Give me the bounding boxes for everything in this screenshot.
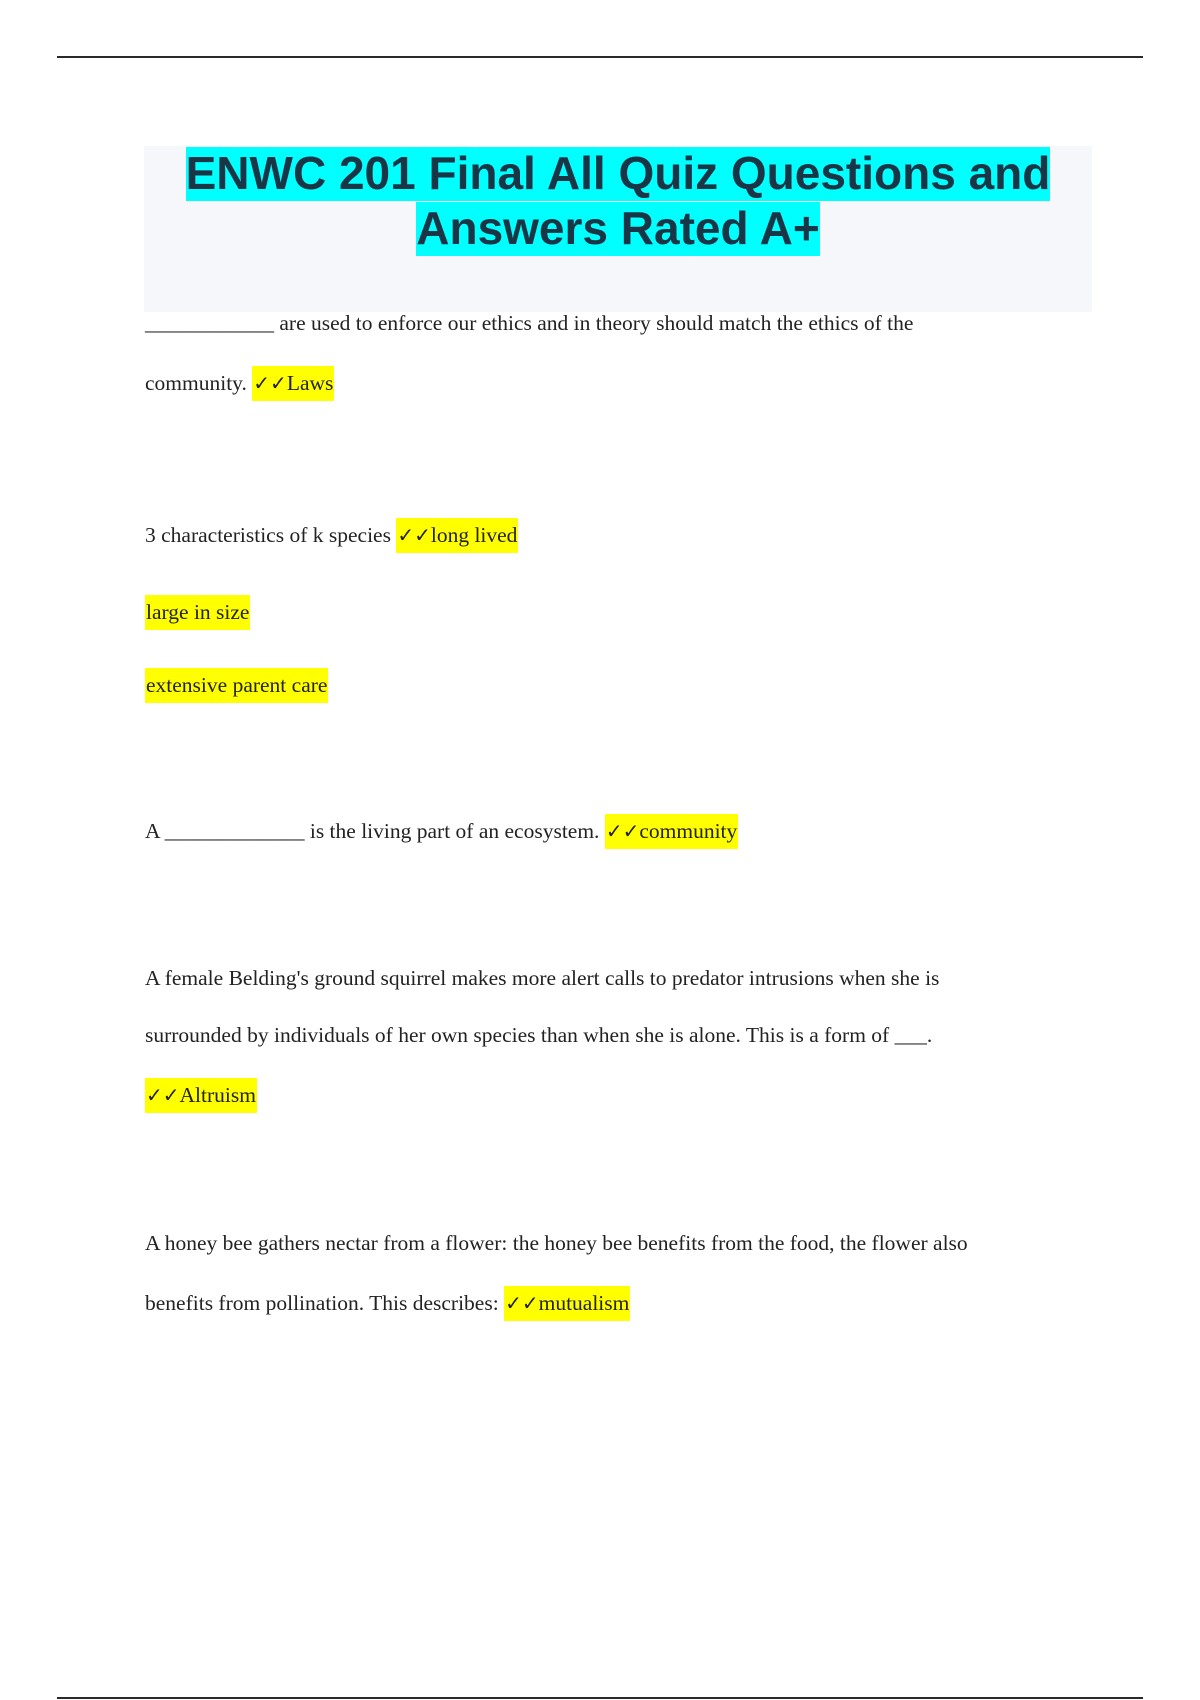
title-line-2: Answers Rated A+ bbox=[416, 202, 820, 254]
question-3-line-1 bbox=[145, 819, 738, 844]
question-3-prompt: A _____________ is the living part of an ecosystem. bbox=[145, 819, 600, 843]
question-2-answer-3: extensive parent care bbox=[145, 668, 328, 703]
question-5-answer bbox=[504, 1286, 630, 1321]
question-5-line-1: A honey bee gathers nectar from a flower: the honey bee benefits from the food, the flower also bbox=[145, 1231, 968, 1255]
title-line-1: ENWC 201 Final All Quiz Questions and bbox=[185, 147, 1051, 199]
question-2-answer-1 bbox=[396, 518, 518, 553]
check-mark-icon: ✓✓ bbox=[146, 1083, 180, 1107]
question-1-answer bbox=[252, 366, 334, 401]
question-2-prompt: 3 characteristics of k species bbox=[145, 523, 391, 547]
check-mark-icon: ✓✓ bbox=[397, 523, 431, 547]
header-rule bbox=[57, 56, 1143, 58]
title-block bbox=[144, 146, 1092, 312]
check-mark-icon: ✓✓ bbox=[505, 1291, 539, 1315]
question-2-line-1 bbox=[145, 523, 518, 548]
check-mark-icon: ✓✓ bbox=[605, 819, 640, 843]
question-1-line-2 bbox=[145, 371, 334, 396]
question-5-prompt-end: benefits from pollination. This describes: bbox=[145, 1291, 499, 1315]
question-4-answer-text: Altruism bbox=[179, 1083, 256, 1107]
question-1-line-1: ____________ are used to enforce our ethics and in theory should match the ethics of the bbox=[145, 311, 914, 335]
question-5-line-2 bbox=[145, 1291, 630, 1316]
question-4-line-2: surrounded by individuals of her own species than when she is alone. This is a form of ___. bbox=[145, 1023, 933, 1047]
question-2-answer-2: large in size bbox=[145, 595, 250, 630]
question-4-line-3 bbox=[145, 1083, 257, 1108]
question-1-prompt-end: community. bbox=[145, 371, 247, 395]
check-mark-icon: ✓✓ bbox=[253, 371, 287, 395]
question-3-answer bbox=[605, 814, 738, 849]
document-title bbox=[144, 146, 1092, 256]
question-2-line-3 bbox=[145, 673, 328, 698]
question-5-answer-text: mutualism bbox=[538, 1291, 630, 1315]
question-3-answer-text: community bbox=[639, 819, 738, 843]
question-2-line-2 bbox=[145, 600, 250, 625]
question-4-answer bbox=[145, 1078, 257, 1113]
question-1-answer-text: Laws bbox=[286, 371, 334, 395]
question-2-answer-1-text: long lived bbox=[430, 523, 518, 547]
question-4-line-1: A female Belding's ground squirrel makes more alert calls to predator intrusions when she is bbox=[145, 966, 940, 990]
footer-rule bbox=[57, 1697, 1143, 1699]
